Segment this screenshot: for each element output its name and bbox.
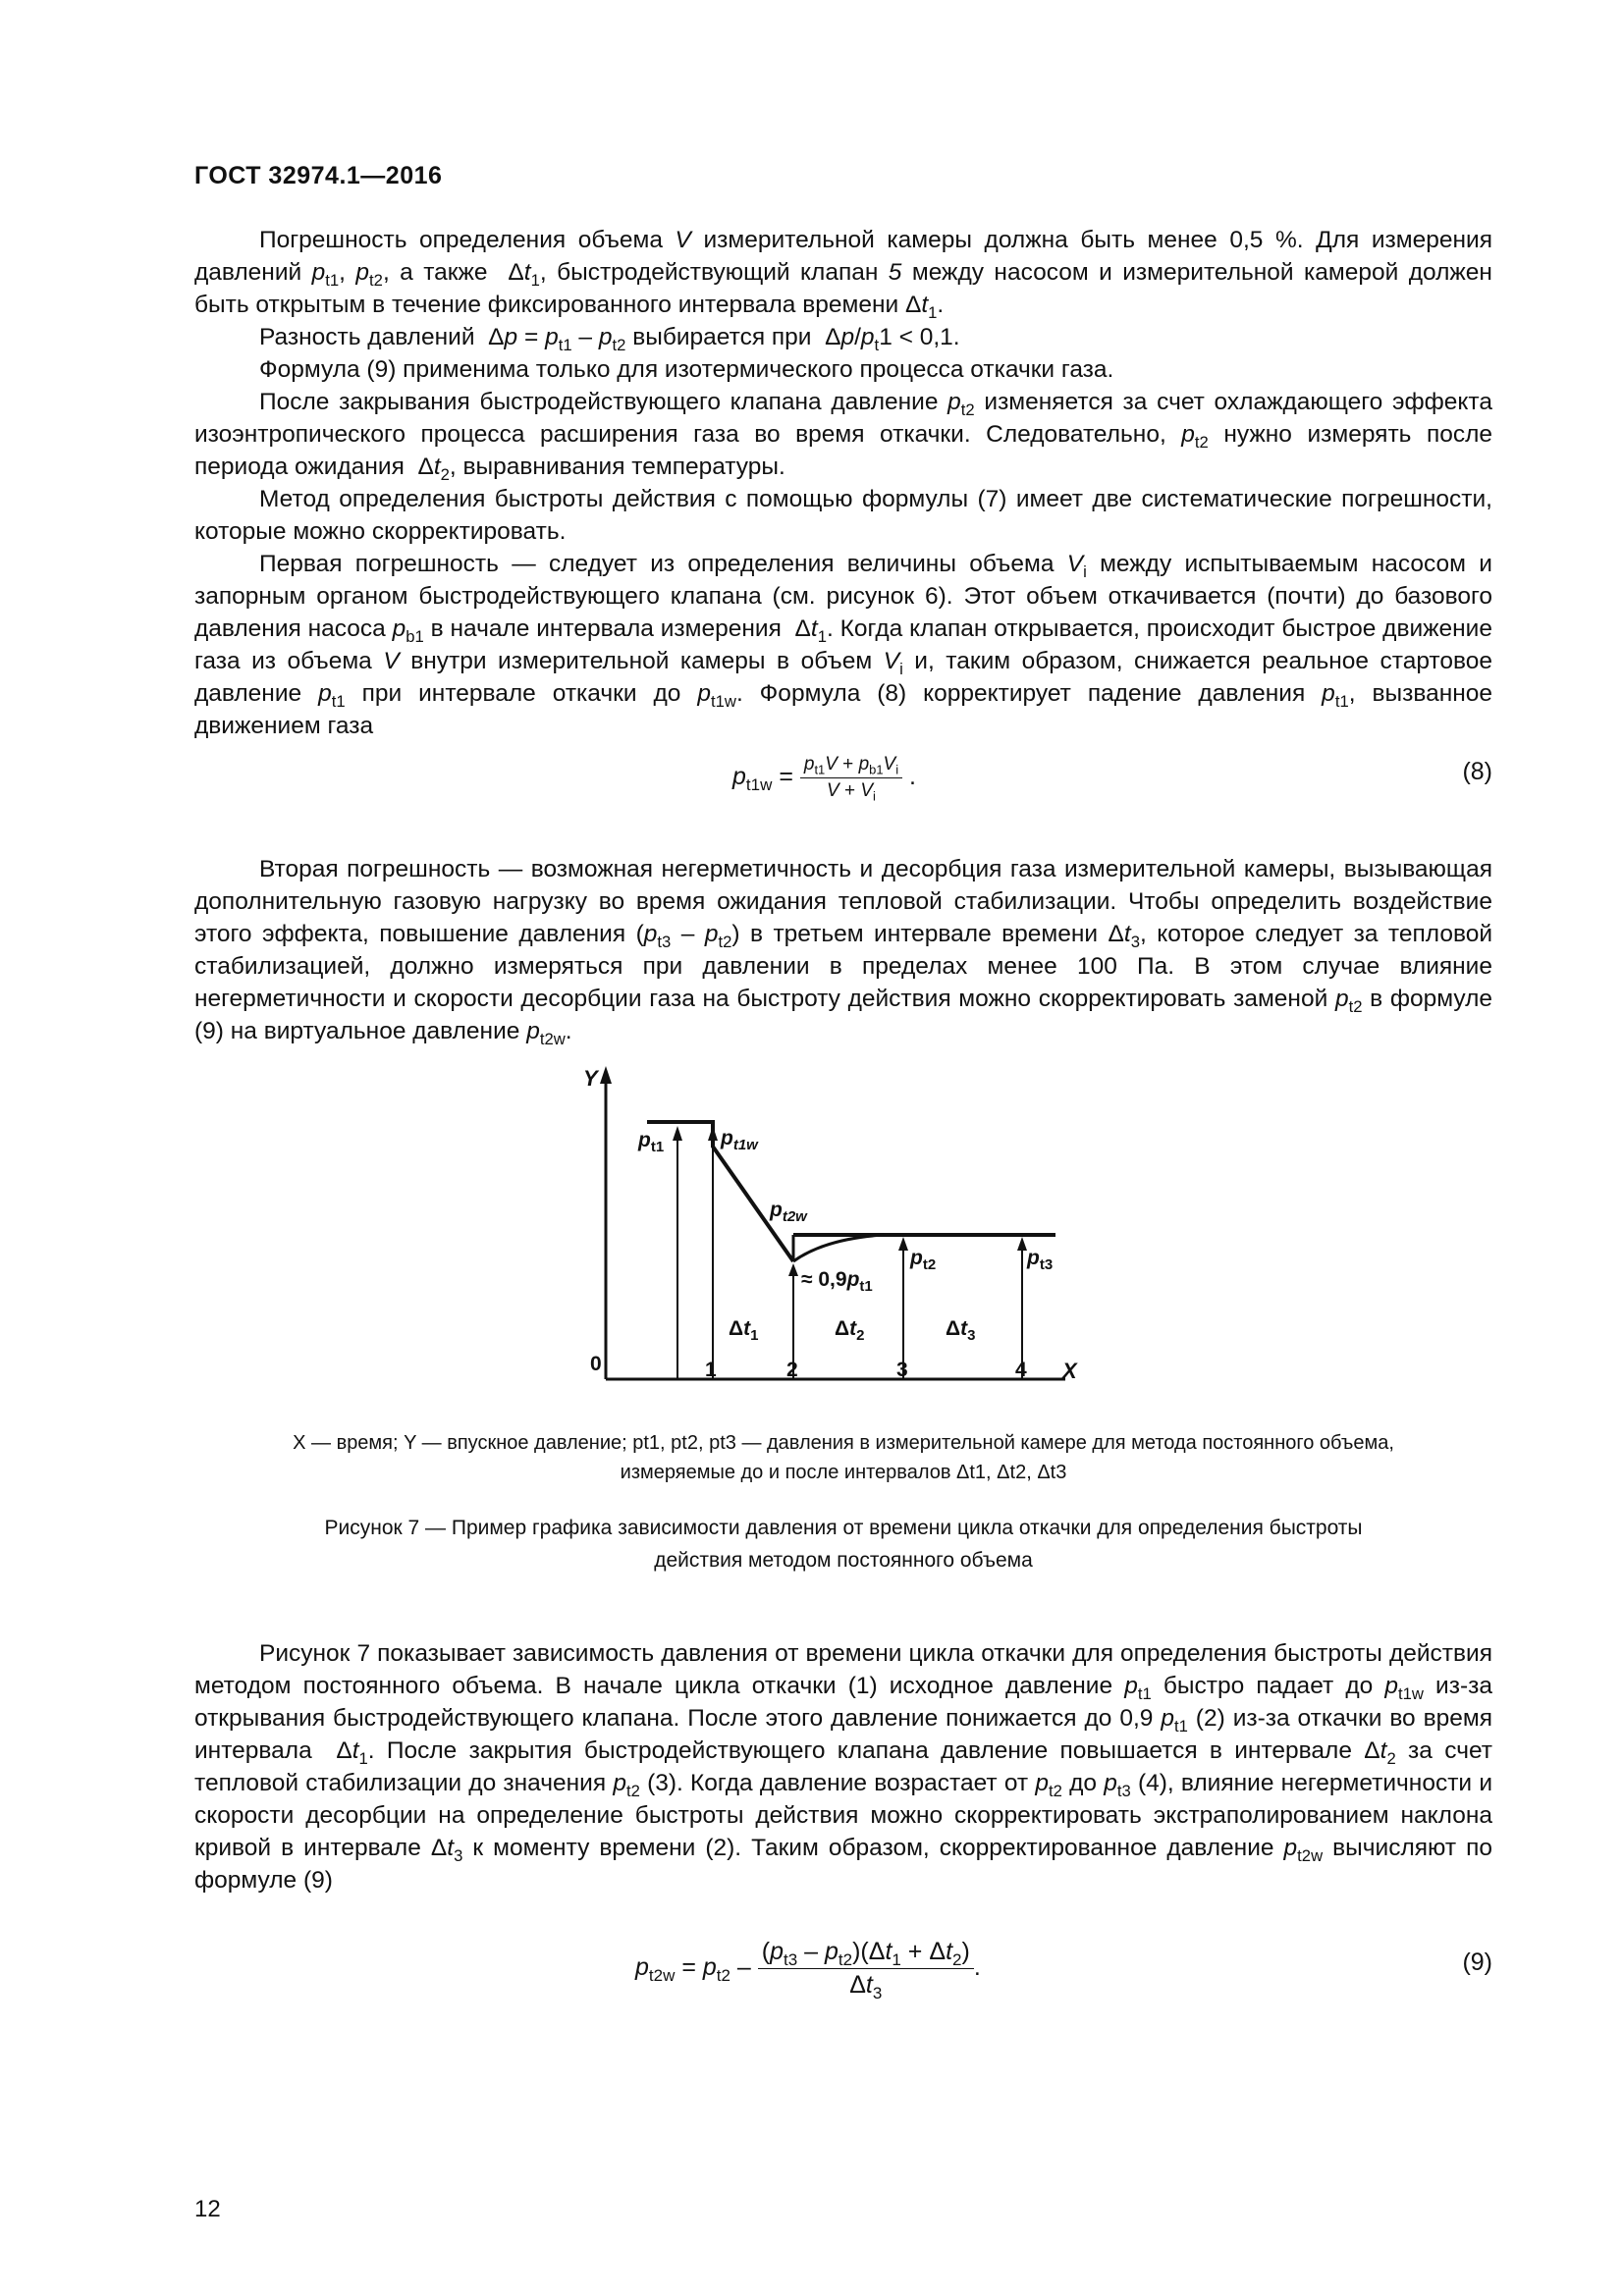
paragraph: Метод определения быстроты действия с помощью формулы (7) имеет две систематические погрешности, которые можно скорректировать. — [194, 486, 1492, 545]
approx-label: ≈ $0,9p_{t1}$ — [801, 1268, 873, 1295]
equation-8: $p_{t1w}$ = $\frac{p_{t1}V + p_{b1}V_i}{V + V_i}$ . — [732, 754, 916, 804]
pt1-arrowhead — [673, 1126, 682, 1141]
text-block-3 — [194, 1637, 1492, 1896]
x-tick-label: 3 — [896, 1359, 908, 1381]
origin-label: 0 — [590, 1353, 602, 1375]
pt2w-curve — [793, 1235, 884, 1261]
dt2-label: $\Delta t_2$ — [835, 1317, 865, 1344]
paragraph: После закрывания быстродействующего клапана давление $p_{t2}$ изменяется за счет охлаждающего эффекта изоэнтропического процесса расширения газа во время откачки. Следовательно, $p_{t2}$ нужно измерять после периода ожидания $\Delta t_2$, выравнивания температуры. — [194, 389, 1493, 484]
pt2w-label: $p_{t2w}$ — [770, 1199, 807, 1225]
document-header: ГОСТ 32974.1—2016 — [194, 162, 443, 189]
equation-number: (9) — [1462, 1949, 1492, 1976]
pt2-arrowhead — [898, 1237, 908, 1251]
y-axis-label: Y — [583, 1066, 598, 1091]
page-number: 12 — [194, 2196, 221, 2222]
paragraph: Рисунок 7 показывает зависимость давления от времени цикла откачки для определения быстроты действия методом постоянного объема. В начале цикла откачки (1) исходное давление $p_{t1}$ быстро падает до $p_{t1w}$ из-за открывания быстродействующего клапана. После этого давление понижается до 0,9 $p_{t1}$ (2) из-за откачки во время интервала $\Delta t_1$. После закрытия быстродействующего клапана давление повышается в интервале $\Delta t_2$ за счет тепловой стабилизации до значения $p_{t2}$ (3). Когда давление возрастает от $p_{t2}$ до $p_{t3}$ (4), влияние негерметичности и скорости десорбции на определение быстроты действия можно скорректировать экстраполированием наклона кривой в интервале $\Delta t_3$ к моменту времени (2). Таким образом, скорректированное давление $p_{t2w}$ вычисляют по формуле (9) — [194, 1640, 1493, 1894]
pt3-label: $p_{t3}$ — [1027, 1247, 1054, 1273]
paragraph: Погрешность определения объема V измерительной камеры должна быть менее 0,5 %. Для измерения давлений $p_{t1}$, $p_{t2}$, а также $\Delta t_1$, быстродействующий клапан 5 между насосом и измерительной камерой должен быть открытым в течение фиксированного интервала времени $\Delta t_1$. — [194, 227, 1492, 322]
dt3-label: $\Delta t_3$ — [946, 1317, 976, 1344]
figure-title-line-1: Рисунок 7 — Пример графика зависимости давления от времени цикла откачки для определения быстроты — [324, 1517, 1363, 1539]
x-axis-label: X — [1062, 1359, 1077, 1383]
x-tick-label: 2 — [786, 1359, 798, 1381]
approx-arrowhead — [788, 1263, 798, 1276]
dt1-label: $\Delta t_1$ — [729, 1317, 759, 1344]
equation-number: (8) — [1462, 758, 1492, 785]
figure-key-line-1: X — время; Y — впускное давление; pt1, pt2, pt3 — давления в измерительной камере для метода постоянного объема, — [293, 1432, 1394, 1454]
pt1w-arrowhead — [708, 1126, 718, 1141]
figure-key — [194, 1428, 1492, 1487]
x-tick-label: 1 — [705, 1359, 717, 1381]
paragraph: Вторая погрешность — возможная негерметичность и десорбция газа измерительной камеры, вызывающая дополнительную газовую нагрузку во время ожидания тепловой стабилизации. Чтобы определить воздействие этого эффекта, повышение давления $(p_{t3} - p_{t2})$ в третьем интервале времени $\Delta t_3$, которое следует за тепловой стабилизацией, должно измеряться при давлении в пределах менее 100 Па. В этом случае влияние негерметичности и скорости десорбции газа на быстроту действия можно скорректировать заменой $p_{t2}$ в формуле (9) на виртуальное давление $p_{t2w}$. — [194, 856, 1493, 1048]
pt3-arrowhead — [1017, 1237, 1027, 1251]
equation-9: $p_{t2w} = p_{t2}$ – $\frac{(p_{t3} - p_{t2})(\Delta t_1 + \Delta t_2)}{\Delta t_3}$ . — [635, 1938, 981, 2002]
y-axis-arrow — [600, 1066, 612, 1084]
paragraph: Первая погрешность — следует из определения величины объема $V_i$ между испытываемым насосом и запорным органом быстродействующего клапана (см. рисунок 6). Этот объем откачивается (почти) до базового давления насоса $p_{b1}$ в начале интервала измерения $\Delta t_1$. Когда клапан открывается, происходит быстрое движение газа из объема V внутри измерительной камеры в объем $V_i$ и, таким образом, снижается реальное стартовое давление $p_{t1}$ при интервале откачки до $p_{t1w}$. Формула (8) корректирует падение давления $p_{t1}$, вызванное движением газа — [194, 551, 1493, 739]
figure-key-line-2: измеряемые до и после интервалов Δt1, Δt2, Δt3 — [620, 1462, 1067, 1483]
pt2-label: $p_{t2}$ — [910, 1247, 937, 1273]
pt1-label: $p_{t1}$ — [638, 1129, 665, 1155]
pt1w-label: $p_{t1w}$ — [721, 1127, 758, 1153]
x-tick-label: 4 — [1015, 1359, 1027, 1381]
paragraph: Формула (9) применима только для изотермического процесса откачки газа. — [259, 356, 1114, 383]
figure-title-line-2: действия методом постоянного объема — [654, 1549, 1033, 1572]
paragraph: Разность давлений $\Delta p = p_{t1} - p_{t2}$ выбирается при $\Delta p/p_t1 < 0,1$. — [259, 324, 960, 354]
figure-title — [194, 1512, 1492, 1576]
